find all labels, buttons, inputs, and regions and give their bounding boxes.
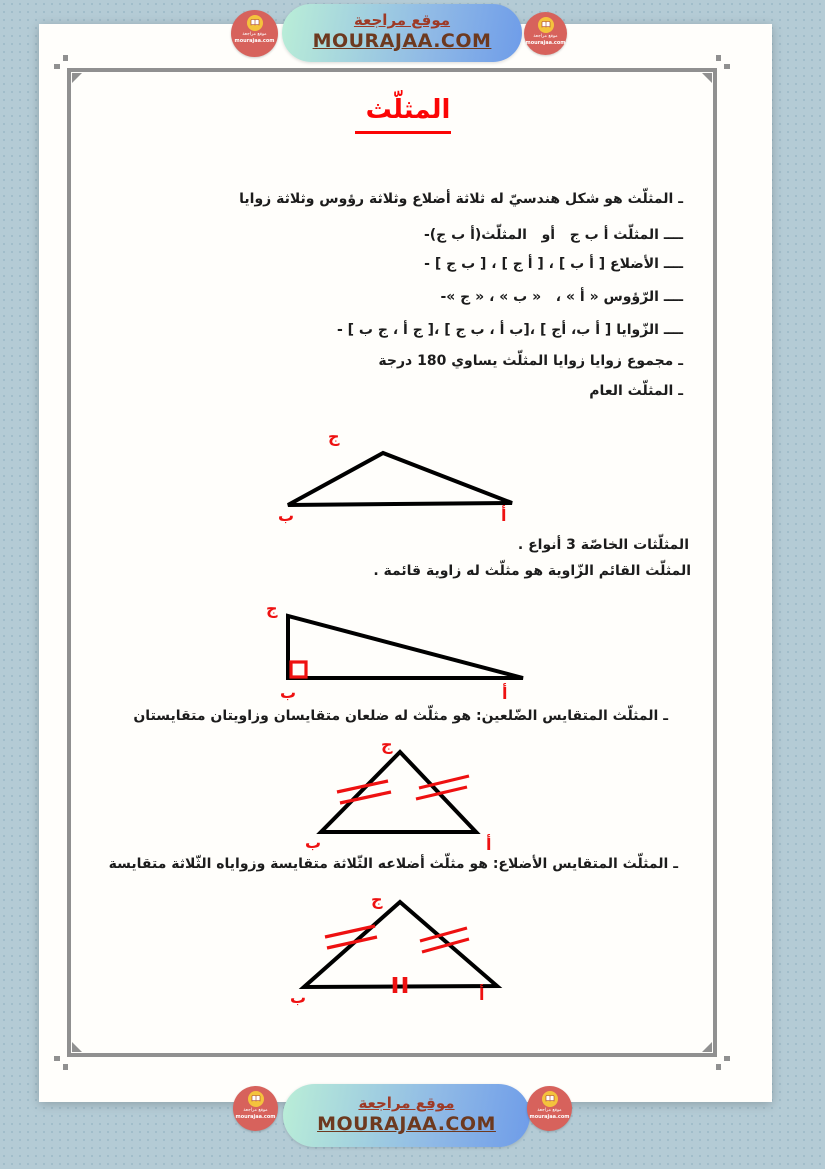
equilateral-triangle-diagram (265, 885, 525, 1017)
frame-corner-triangle (702, 1042, 712, 1052)
logo-text-arabic: موقع مراجعة (533, 34, 558, 39)
frame-corner-decoration (54, 64, 60, 69)
vertex-label-apex: ج (381, 735, 393, 754)
frame-corner-decoration (63, 1064, 68, 1070)
text-line-sides: ــــ الأضلاع [ أ ب ] ، [ أ ج ] ، [ ب ج ] - (424, 256, 683, 272)
vertex-label-bottom-right: أ (502, 684, 508, 703)
triangle-outline (288, 453, 512, 505)
text-line-angle-sum: ـ مجموع زوايا زوايا المثلّث يساوي 180 درجة (378, 353, 683, 369)
frame-corner-decoration (724, 64, 730, 69)
footer-site-domain-link[interactable]: MOURAJAA.COM (317, 1113, 496, 1136)
vertex-label-bottom-left: ب (290, 988, 307, 1007)
vertex-label-bottom-left: ب (305, 833, 322, 852)
book-icon (247, 15, 263, 31)
header-site-domain-link[interactable]: MOURAJAA.COM (312, 30, 492, 53)
frame-corner-triangle (702, 73, 712, 83)
text-line-definition: ـ المثلّث هو شكل هندسيّ له ثلاثة أضلاع وثلاثة رؤوس وثلاثة زوايا (239, 191, 683, 207)
frame-corner-triangle (72, 1042, 82, 1052)
frame-corner-decoration (54, 1056, 60, 1061)
page-title: المثلّث (365, 95, 451, 125)
book-icon (248, 1091, 264, 1107)
logo-text-arabic: موقع مراجعة (242, 32, 267, 37)
right-angle-marker (291, 662, 306, 677)
frame-corner-decoration (724, 1056, 730, 1061)
text-line-vertices: ــــ الرّؤوس « أ » ، « ب » ، « ج »- (440, 289, 683, 305)
title-underline (355, 131, 451, 134)
logo-text-domain: mourajaa.com (529, 1113, 570, 1120)
right-triangle-diagram (255, 592, 550, 704)
logo-text-domain: mourajaa.com (235, 1113, 276, 1120)
logo-text-arabic: موقع مراجعة (243, 1108, 268, 1113)
footer-banner (283, 1084, 530, 1147)
vertex-label-bottom-left: ب (278, 506, 295, 525)
footer-left-site-logo (233, 1086, 278, 1131)
header-site-name-link[interactable]: موقع مراجعة (353, 11, 451, 29)
isosceles-triangle-diagram (285, 735, 515, 857)
text-line-naming: ــــ المثلّث أ ب ج أو المثلّث(أ ب ج)- (423, 227, 683, 243)
vertex-label-bottom-right: أ (479, 985, 485, 1004)
text-line-right-triangle: المثلّث القائم الزّاوية هو مثلّث له زاوية قائمة . (373, 563, 691, 579)
text-line-general-triangle: ـ المثلّث العام (589, 383, 683, 399)
triangle-outline (288, 616, 523, 678)
frame-corner-decoration (716, 1064, 721, 1070)
frame-corner-decoration (716, 55, 721, 61)
footer-site-name-link[interactable]: موقع مراجعة (358, 1094, 455, 1112)
text-line-equilateral: ـ المثلّث المتقايس الأضلاع: هو مثلّث أضلاعه الثّلاثة متقايسة وزواياه الثّلاثة متقايسة (108, 856, 678, 872)
frame-corner-triangle (72, 73, 82, 83)
vertex-label-apex: ج (371, 890, 383, 909)
vertex-label-apex: ج (328, 427, 340, 446)
vertex-label-bottom-right: أ (501, 506, 507, 525)
book-icon (538, 17, 554, 33)
vertex-label-bottom-left: ب (280, 683, 297, 702)
general-triangle-diagram (260, 415, 530, 527)
vertex-label-apex: ج (266, 599, 278, 618)
book-icon (542, 1091, 558, 1107)
frame-corner-decoration (63, 55, 68, 61)
vertex-label-bottom-right: أ (486, 835, 492, 854)
logo-text-domain: mourajaa.com (525, 39, 566, 46)
triangle-outline (304, 902, 497, 987)
header-right-site-logo (524, 12, 567, 55)
header-banner (282, 4, 522, 62)
text-line-isosceles: ـ المثلّث المتقايس الضّلعين: هو مثلّث له ضلعان متقايسان وزاويتان متقايستان (133, 708, 668, 724)
header-left-site-logo (231, 10, 278, 57)
text-line-angles: ــــ الزّوايا [ أ ب، أج ] ،[ب أ ، ب ج ] ،[ ج أ ، ج ب ] - (336, 322, 683, 338)
text-line-special-types: المثلّثات الخاصّة 3 أنواع . (517, 537, 689, 553)
logo-text-arabic: موقع مراجعة (537, 1108, 562, 1113)
logo-text-domain: mourajaa.com (234, 37, 275, 44)
footer-right-site-logo (527, 1086, 572, 1131)
tick-mark-left-side (340, 792, 391, 803)
